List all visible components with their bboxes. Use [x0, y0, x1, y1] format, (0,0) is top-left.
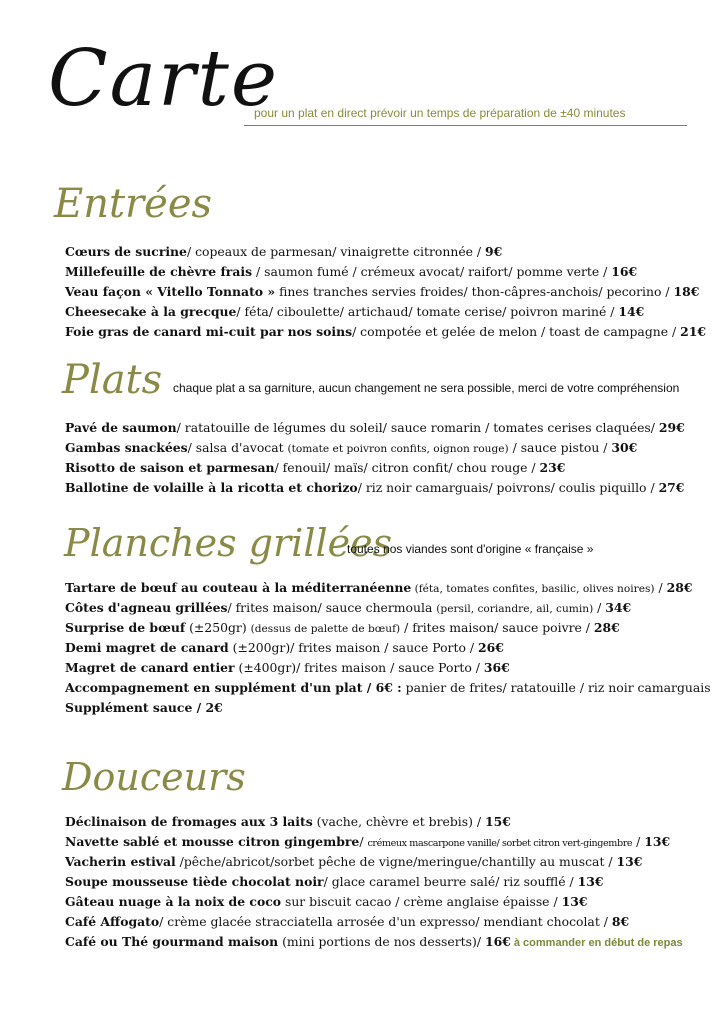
menu-item: Accompagnement en supplément d'un plat / 6€ : panier de frites/ ratatouille / riz noir camarguais [65, 680, 711, 695]
preparation-time-note: pour un plat en direct prévoir un temps de préparation de ±40 minutes [254, 106, 626, 120]
menu-item: Cheesecake à la grecque/ féta/ ciboulette/ artichaud/ tomate cerise/ poivron mariné / 14€ [65, 304, 645, 319]
section-title-douceurs: Douceurs [62, 755, 246, 799]
menu-item: Surprise de bœuf (±250gr) (dessus de palette de bœuf) / frites maison/ sauce poivre / 28€ [65, 620, 620, 635]
menu-item: Café Affogato/ crème glacée stracciatella arrosée d'un expresso/ mendiant chocolat / 8€ [65, 914, 630, 929]
menu-item: Ballotine de volaille à la ricotta et chorizo/ riz noir camarguais/ poivrons/ coulis piquillo / 27€ [65, 480, 685, 495]
menu-item: Soupe mousseuse tiède chocolat noir/ glace caramel beurre salé/ riz soufflé / 13€ [65, 874, 604, 889]
menu-item: Pavé de saumon/ ratatouille de légumes du soleil/ sauce romarin / tomates cerises claquées/ 29€ [65, 420, 685, 435]
order-early-note: à commander en début de repas [510, 937, 683, 949]
menu-item: Foie gras de canard mi-cuit par nos soins/ compotée et gelée de melon / toast de campagne / 21€ [65, 324, 706, 339]
menu-item: Veau façon « Vitello Tonnato » fines tranches servies froides/ thon-câpres-anchois/ pecorino / 18€ [65, 284, 700, 299]
menu-item: Millefeuille de chèvre frais / saumon fumé / crémeux avocat/ raifort/ pomme verte / 16€ [65, 264, 638, 279]
menu-item: Risotto de saison et parmesan/ fenouil/ maïs/ citron confit/ chou rouge / 23€ [65, 460, 566, 475]
menu-item: Déclinaison de fromages aux 3 laits (vache, chèvre et brebis) / 15€ [65, 814, 511, 829]
menu-item: Supplément sauce / 2€ [65, 700, 223, 715]
section-title-planches: Planches grillées [64, 521, 393, 565]
menu-item: Tartare de bœuf au couteau à la méditerranéenne (féta, tomates confites, basilic, olives noires) / 28€ [65, 580, 693, 595]
menu-title: Carte [48, 34, 279, 124]
section-title-plats: Plats [62, 357, 163, 403]
title-divider [244, 125, 687, 126]
plats-note: chaque plat a sa garniture, aucun changement ne sera possible, merci de votre compréhension [173, 381, 680, 395]
menu-item: Gâteau nuage à la noix de coco sur biscuit cacao / crème anglaise épaisse / 13€ [65, 894, 588, 909]
section-title-entrees: Entrées [54, 181, 213, 227]
menu-item: Navette sablé et mousse citron gingembre/ crémeux mascarpone vanille/ sorbet citron vert-gingembre / 13€ [65, 834, 671, 849]
planches-note: toutes nos viandes sont d'origine « française » [347, 542, 594, 556]
menu-item: Café ou Thé gourmand maison (mini portions de nos desserts)/ 16€ à commander en début de repas [65, 934, 683, 949]
menu-item: Demi magret de canard (±200gr)/ frites maison / sauce Porto / 26€ [65, 640, 504, 655]
menu-item: Magret de canard entier (±400gr)/ frites maison / sauce Porto / 36€ [65, 660, 510, 675]
menu-item: Côtes d'agneau grillées/ frites maison/ sauce chermoula (persil, coriandre, ail, cumin) / 34€ [65, 600, 632, 615]
menu-item: Cœurs de sucrine/ copeaux de parmesan/ vinaigrette citronnée / 9€ [65, 244, 503, 259]
menu-item: Vacherin estival /pêche/abricot/sorbet pêche de vigne/meringue/chantilly au muscat / 13€ [65, 854, 643, 869]
menu-item: Gambas snackées/ salsa d'avocat (tomate et poivron confits, oignon rouge) / sauce pistou / 30€ [65, 440, 638, 455]
